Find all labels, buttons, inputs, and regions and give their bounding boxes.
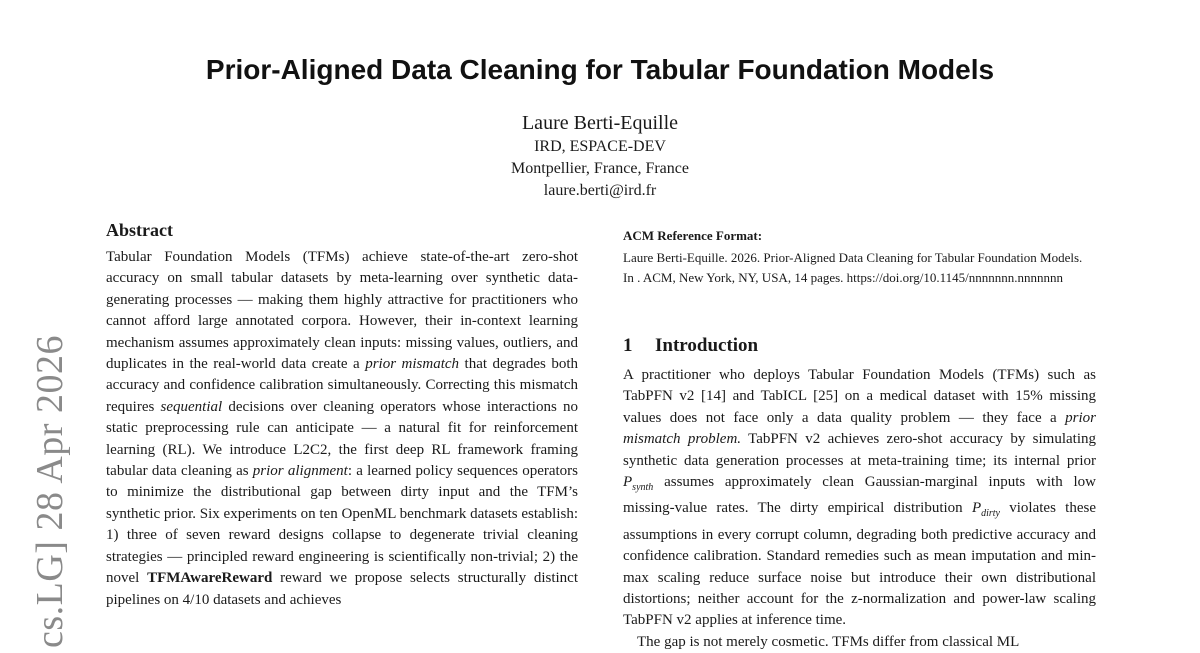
author-affiliation: IRD, ESPACE-DEV [534,138,666,155]
section-number: 1 [623,335,633,356]
author-location: Montpellier, France, France [511,160,689,177]
arxiv-stamp: cs.LG] 28 Apr 2026 [29,335,71,648]
intro-paragraph-2: The gap is not merely cosmetic. TFMs differ from classical ML [637,633,1020,650]
intro-emphasis: prior mismatch problem. [623,409,1096,448]
author-block [0,110,1200,202]
math-psynth: $P_{synth}$ [623,474,654,494]
acm-reference-text: Laure Berti-Equille. 2026. Prior-Aligned Data Cleaning for Tabular Foundation Models. In . ACM, New York, NY, USA, 14 pages. https://doi.org/10.1145/nnnnnnn.nnnnnnn [623,250,1083,285]
section-title: Introduction [655,335,759,356]
intro-heading [623,335,758,357]
abstract-heading: Abstract [106,220,173,240]
left-column [106,220,578,611]
author-name: Laure Berti-Equille [521,112,679,134]
intro-body [623,365,1096,653]
right-column [623,220,1096,650]
abstract-strong: TFMAwareReward [147,570,273,587]
acm-reference-heading: ACM Reference Format: [623,228,763,243]
intro-paragraph: A practitioner who deploys Tabular Foundation Models (TFMs) such as TabPFN v2 [14] and TabICL [25] on a medical dataset with 15% missing values does not face only a data quality problem — they face a prior mismatch problem. TabPFN v2 achieves zero-shot accuracy by simulating synthetic data generation processes at meta-training time; its internal prior $P_{synth}$ assumes approximately clean Gaussian-marginal inputs with low missing-value rates. The dirty empirical distribution $P_{dirty}$ violates these assumptions in every corrupt column, degrading both predictive accuracy and confidence calibration. Standard remedies such as mean imputation and min-max scaling reduce surface noise but introduce their own distributional distortions; neither account for the z-normalization and power-law scaling TabPFN v2 applies at inference time. [623,367,1096,629]
author-email[interactable]: laure.berti@ird.fr [543,182,657,199]
paper-title: Prior-Aligned Data Cleaning for Tabular Foundation Models [205,54,995,85]
abstract-text: Tabular Foundation Models (TFMs) achieve state-of-the-art zero-shot accuracy on small tabular datasets by meta-learning over synthetic data-generating processes — making them highly attractive for practitioners who cannot afford large annotated corpora. However, their in-context learning mechanism assumes approximately clean inputs: missing values, outliers, and duplicates in the real-world data create a prior mismatch that degrades both accuracy and confidence calibration simultaneously. Correcting this mismatch requires sequential decisions over cleaning operators whose interactions no static preprocessing rule can anticipate — a natural fit for reinforcement learning (RL). We introduce L2C2, the first deep RL framework framing tabular data cleaning as prior alignment: a learned policy sequences operators to minimize the distributional gap between dirty input and the TFM’s synthetic prior. Six experiments on ten OpenML benchmark datasets establish: 1) three of seven reward designs collapse to degenerate trivial cleaning strategies — principled reward engineering is scientifically non-trivial; 2) the novel TFMAwareReward reward we propose selects structurally distinct pipelines on 4/10 datasets and achieves [106,249,579,608]
abstract-emphasis: prior alignment [252,463,348,480]
abstract-emphasis: sequential [160,398,223,415]
math-pdirty: $P_{dirty}$ [971,500,1000,520]
abstract-emphasis: prior mismatch [365,356,460,373]
